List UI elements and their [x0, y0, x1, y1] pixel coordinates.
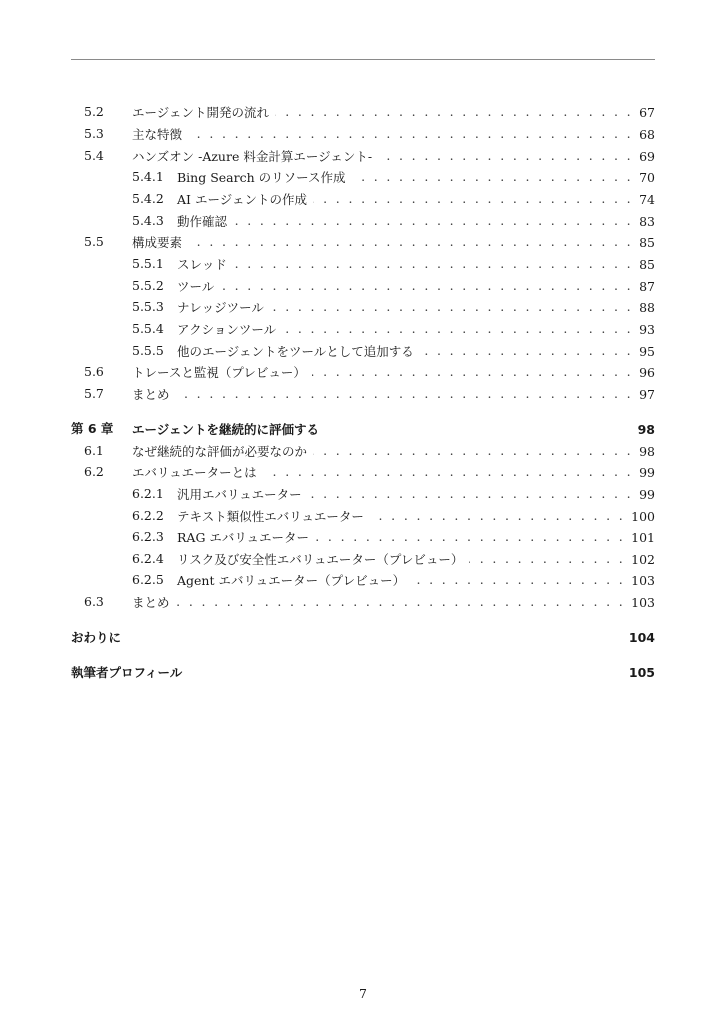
toc-section-number: 6.2.5 [132, 572, 164, 587]
toc-dot-leader [312, 362, 633, 382]
toc-entry[interactable] [0, 441, 726, 461]
toc-section-number: 6.2.4 [132, 551, 164, 566]
toc-page-number: 95 [633, 344, 655, 359]
toc-chapter-entry[interactable] [0, 419, 726, 439]
toc-entry[interactable] [0, 362, 726, 382]
toc-page-number: 103 [625, 595, 655, 610]
toc-title: 構成要素 [132, 233, 188, 251]
toc-dot-leader [188, 232, 633, 252]
toc-entry[interactable] [0, 506, 726, 526]
toc-page-number: 99 [633, 465, 655, 480]
toc-title: リスク及び安全性エバリュエーター（プレビュー） [177, 550, 469, 568]
toc-section-number: 5.3 [84, 126, 104, 141]
toc-section-number: 6.2.2 [132, 508, 164, 523]
toc-section-number: 5.4.3 [132, 213, 164, 228]
toc-page-number: 74 [633, 192, 655, 207]
toc-page-number: 100 [625, 509, 655, 524]
toc-dot-leader [220, 276, 633, 296]
toc-section-number: 5.4 [84, 148, 104, 163]
toc-section-number: 5.5.3 [132, 299, 164, 314]
toc-section-number: 5.2 [84, 104, 104, 119]
toc-page-number: 105 [623, 665, 655, 680]
toc-page-number: 69 [633, 149, 655, 164]
toc-page-number: 88 [633, 300, 655, 315]
toc-section-number: 5.4.2 [132, 191, 164, 206]
toc-title: おわりに [71, 628, 127, 646]
toc-dot-leader [282, 319, 633, 339]
toc-entry[interactable] [0, 211, 726, 231]
toc-dot-leader [469, 549, 625, 569]
toc-entry[interactable] [0, 102, 726, 122]
toc-page-number: 96 [633, 365, 655, 380]
page-number: 7 [359, 986, 367, 1001]
toc-title: まとめ [132, 593, 176, 611]
toc-title: 主な特徴 [132, 125, 188, 143]
toc-dot-leader [275, 102, 633, 122]
toc-chapter-entry[interactable] [0, 627, 726, 647]
toc-entry[interactable] [0, 341, 726, 361]
toc-page-number: 97 [633, 387, 655, 402]
toc-title: RAG エバリュエーター [177, 528, 315, 546]
toc-section-number: 6.2.3 [132, 529, 164, 544]
toc-dot-leader [313, 441, 633, 461]
toc-entry[interactable] [0, 254, 726, 274]
toc-section-number: 6.2.1 [132, 486, 164, 501]
toc-entry[interactable] [0, 570, 726, 590]
toc-title: エージェント開発の流れ [132, 103, 275, 121]
toc-entry[interactable] [0, 384, 726, 404]
toc-page-number: 67 [633, 105, 655, 120]
toc-entry[interactable] [0, 549, 726, 569]
toc-title: Agent エバリュエーター（プレビュー） [177, 571, 411, 589]
toc-page-number: 103 [625, 573, 655, 588]
header-rule [71, 59, 655, 60]
toc-section-number: 5.5.1 [132, 256, 164, 271]
toc-section-number: 5.6 [84, 364, 104, 379]
toc-page-number: 98 [632, 422, 655, 437]
toc-entry[interactable] [0, 167, 726, 187]
toc-section-number: 6.2 [84, 464, 104, 479]
toc-title: 他のエージェントをツールとして追加する [177, 342, 420, 360]
toc-title: アクションツール [177, 320, 282, 338]
toc-dot-leader [313, 189, 633, 209]
toc-page-number: 104 [623, 630, 655, 645]
toc-page-number: 93 [633, 322, 655, 337]
toc-entry[interactable] [0, 189, 726, 209]
toc-entry[interactable] [0, 527, 726, 547]
toc-section-number: 第 6 章 [71, 421, 114, 436]
toc-entry[interactable] [0, 462, 726, 482]
toc-title: AI エージェントの作成 [177, 190, 313, 208]
toc-page-number: 98 [633, 444, 655, 459]
toc-page-number: 68 [633, 127, 655, 142]
toc-title: ナレッジツール [177, 298, 270, 316]
toc-section-number: 5.5.2 [132, 278, 164, 293]
toc-chapter-entry[interactable] [0, 662, 726, 682]
toc-entry[interactable] [0, 146, 726, 166]
toc-dot-leader [176, 384, 633, 404]
toc-dot-leader [188, 124, 633, 144]
toc-section-number: 5.5.4 [132, 321, 164, 336]
toc-entry[interactable] [0, 232, 726, 252]
toc-entry[interactable] [0, 276, 726, 296]
toc-section-number: 5.5 [84, 234, 104, 249]
toc-page-number: 70 [633, 170, 655, 185]
toc-dot-leader [270, 297, 633, 317]
toc-dot-leader [176, 592, 626, 612]
toc-dot-leader [352, 167, 634, 187]
toc-section-number: 5.5.5 [132, 343, 164, 358]
toc-page-number: 102 [625, 552, 655, 567]
toc-page-number: 85 [633, 257, 655, 272]
toc-section-number: 6.1 [84, 443, 104, 458]
toc-title: まとめ [132, 385, 176, 403]
toc-dot-leader [308, 484, 633, 504]
toc-dot-leader [411, 570, 625, 590]
toc-title: 動作確認 [177, 212, 233, 230]
toc-entry[interactable] [0, 592, 726, 612]
toc-entry[interactable] [0, 297, 726, 317]
toc-dot-leader [370, 506, 625, 526]
toc-dot-leader [315, 527, 625, 547]
toc-title: エージェントを継続的に評価する [132, 420, 325, 438]
toc-dot-leader [233, 254, 633, 274]
toc-title: 執筆者プロフィール [71, 663, 188, 681]
toc-title: エバリュエーターとは [132, 463, 263, 481]
toc-title: テキスト類似性エバリュエーター [177, 507, 370, 525]
toc-entry[interactable] [0, 319, 726, 339]
toc-dot-leader [233, 211, 633, 231]
toc-section-number: 6.3 [84, 594, 104, 609]
toc-page-number: 87 [633, 279, 655, 294]
toc-dot-leader [420, 341, 633, 361]
toc-title: 汎用エバリュエーター [177, 485, 308, 503]
toc-dot-leader [378, 146, 633, 166]
toc-page-number: 99 [633, 487, 655, 502]
toc-title: トレースと監視（プレビュー） [132, 363, 312, 381]
toc-title: Bing Search のリソース作成 [177, 168, 352, 186]
toc-entry[interactable] [0, 124, 726, 144]
toc-section-number: 5.4.1 [132, 169, 164, 184]
toc-title: ツール [177, 277, 220, 295]
toc-entry[interactable] [0, 484, 726, 504]
toc-title: ハンズオン -Azure 料金計算エージェント- [132, 147, 378, 165]
toc-page-number: 83 [633, 214, 655, 229]
toc-page-number: 101 [625, 530, 655, 545]
toc-section-number: 5.7 [84, 386, 104, 401]
toc-title: スレッド [177, 255, 233, 273]
toc-title: なぜ継続的な評価が必要なのか [132, 442, 313, 460]
toc-page-number: 85 [633, 235, 655, 250]
toc-dot-leader [263, 462, 633, 482]
